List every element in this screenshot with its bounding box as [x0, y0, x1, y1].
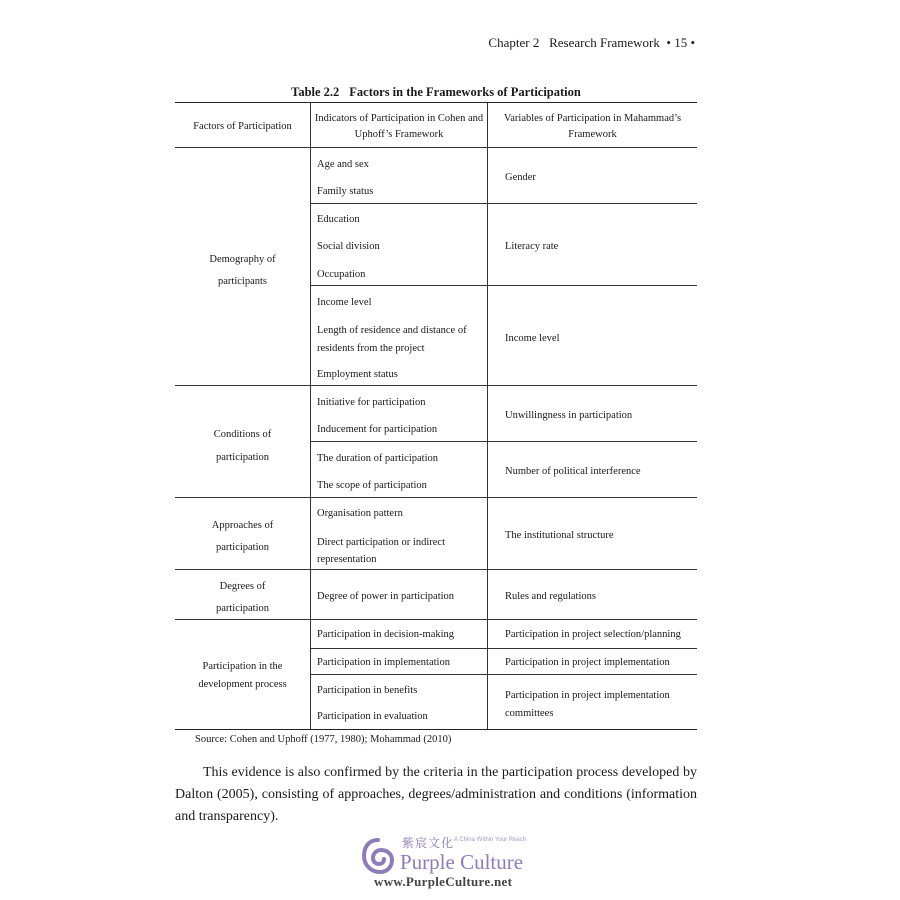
indicator-length-residence: Length of residence and distance of residents from the project	[317, 325, 467, 354]
indicator-direct: Direct participation or indirect representation	[317, 537, 445, 565]
variable-project-implementation: Participation in project implementation	[505, 657, 670, 668]
factor-approaches: Approaches of participation	[211, 520, 274, 553]
variable-literacy: Literacy rate	[505, 241, 559, 252]
watermark	[362, 832, 562, 892]
indicator-occupation: Occupation	[317, 269, 366, 280]
indicator-power: Degree of power in participation	[317, 591, 455, 602]
header-indicators: Indicators of Participation in Cohen and Uphoff’s Framework	[314, 113, 484, 141]
group-rule	[175, 569, 697, 570]
indicator-income-level: Income level	[317, 297, 372, 308]
row-rule	[310, 674, 697, 675]
watermark-tagline: A China Within Your Reach	[454, 837, 527, 843]
table-number: Table 2.2	[291, 85, 340, 99]
indicator-decision: Participation in decision-making	[317, 629, 455, 640]
factor-conditions: Conditions of participation	[213, 429, 272, 463]
indicator-evaluation: Participation in evaluation	[317, 711, 428, 722]
indicator-benefits: Participation in benefits	[317, 685, 418, 696]
factor-development: Participation in the development process	[198, 661, 287, 690]
column-rule	[487, 103, 488, 729]
indicator-inducement: Inducement for participation	[317, 424, 438, 435]
column-rule	[310, 103, 311, 729]
watermark-brand: Purple Culture	[400, 850, 524, 874]
row-rule	[310, 203, 697, 204]
variable-political: Number of political interference	[505, 466, 641, 477]
indicator-education: Education	[317, 214, 360, 225]
row-rule	[310, 285, 697, 286]
indicator-implementation: Participation in implementation	[317, 657, 450, 668]
variable-unwillingness: Unwillingness in participation	[505, 410, 633, 421]
variable-rules: Rules and regulations	[505, 591, 596, 602]
indicator-organisation: Organisation pattern	[317, 508, 403, 519]
watermark-url: www.PurpleCulture.net	[374, 874, 513, 889]
header-rule	[175, 147, 697, 148]
table-source: Source: Cohen and Uphoff (1977, 1980); Mohammad (2010)	[195, 734, 452, 745]
indicator-scope: The scope of participation	[317, 480, 427, 491]
variable-selection: Participation in project selection/planning	[505, 629, 681, 640]
running-head: Chapter 2 Research Framework • 15 •	[488, 35, 695, 50]
row-rule	[310, 648, 697, 649]
variable-committees: Participation in project implementation committees	[505, 690, 670, 719]
row-rule	[310, 441, 697, 442]
indicator-employment-status: Employment status	[317, 369, 398, 380]
watermark-chinese: 紫宸文化	[402, 836, 455, 850]
factor-demography: Demography of participants	[209, 254, 276, 287]
indicator-initiative: Initiative for participation	[317, 397, 426, 408]
factor-degrees: Degrees of participation	[215, 581, 270, 614]
header-factors: Factors of Participation	[193, 121, 292, 132]
indicator-social-division: Social division	[317, 241, 380, 252]
indicator-age-sex: Age and sex	[317, 159, 369, 170]
variable-income: Income level	[505, 333, 560, 344]
indicator-family-status: Family status	[317, 186, 374, 197]
participation-table	[175, 102, 697, 730]
table-title-text: Factors in the Frameworks of Participation	[349, 85, 581, 99]
group-rule	[175, 497, 697, 498]
purple-culture-logo-icon	[362, 838, 394, 874]
indicator-duration: The duration of participation	[317, 453, 439, 464]
header-variables: Variables of Participation in Mahammad’s Framework	[503, 113, 682, 141]
variable-gender: Gender	[505, 172, 536, 183]
body-paragraph: This evidence is also confirmed by the criteria in the participation process developed by Dalton (2005), consisting of approaches, degrees/administration and conditions (information and transparency).	[175, 765, 697, 824]
variable-institutional: The institutional structure	[505, 530, 614, 541]
table-title	[175, 85, 697, 100]
group-rule	[175, 385, 697, 386]
